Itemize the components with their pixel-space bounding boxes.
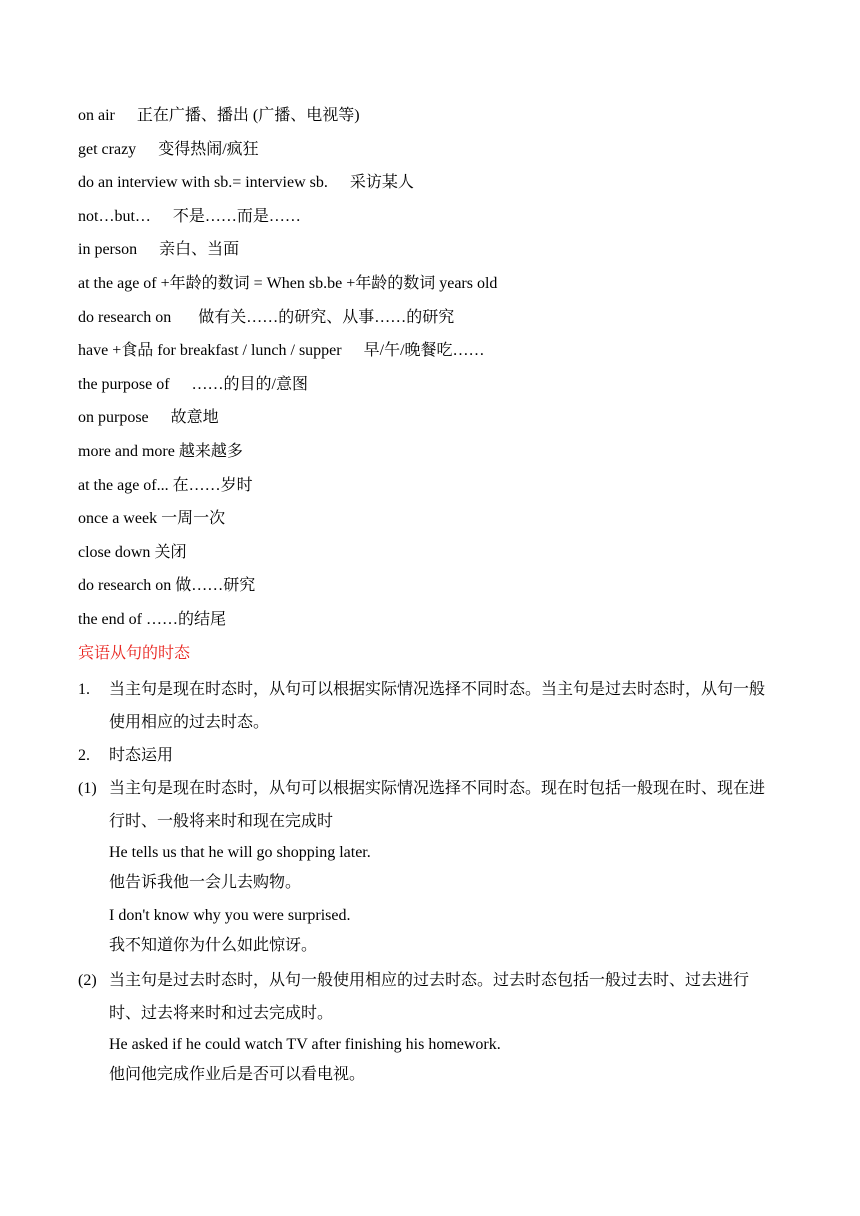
phrase-chinese: 越来越多: [178, 442, 243, 460]
phrase-english: on purpose: [78, 409, 149, 427]
item-text: 当主句是现在时态时，从句可以根据实际情况选择不同时态。当主句是过去时态时，从句一般使用相应的过去时态。: [109, 681, 766, 732]
phrase-chinese: 关闭: [154, 543, 187, 561]
phrase-item: [78, 304, 778, 338]
example-chinese: 他告诉我他一会儿去购物。: [109, 874, 302, 892]
phrase-english: do an interview with sb.= interview sb.: [78, 174, 328, 192]
item-number: (1): [78, 780, 97, 798]
example-english: I don't know why you were surprised.: [109, 907, 351, 925]
item-number: 1.: [78, 681, 90, 699]
phrase-chinese: 变得热闹/疯狂: [158, 140, 259, 158]
phrase-item: [78, 572, 778, 606]
phrase-chinese: 不是……而是……: [172, 207, 301, 225]
phrase-english: the end of: [78, 610, 142, 628]
example-chinese: 他问他完成作业后是否可以看电视。: [109, 1066, 366, 1084]
section-heading: 宾语从句的时态: [78, 644, 191, 662]
phrase-chinese: 正在广播、播出 (广播、电视等): [136, 107, 360, 124]
example-chinese: 我不知道你为什么如此惊讶。: [109, 937, 318, 955]
item-text: 时态运用: [109, 747, 174, 765]
phrase-chinese: ……的目的/意图: [191, 375, 308, 393]
item-text: 当主句是过去时态时，从句一般使用相应的过去时态。过去时态包括一般过去时、过去进行时、过去将来时和过去完成时。: [109, 972, 750, 1023]
example-english: He tells us that he will go shopping later.: [109, 844, 371, 862]
phrase-list: [78, 102, 778, 640]
document-content: [78, 102, 778, 1090]
phrase-english: do research on: [78, 577, 172, 595]
phrase-chinese: 早/午/晚餐吃……: [363, 342, 485, 360]
example-sentences: [78, 838, 778, 961]
phrase-item: [78, 539, 778, 573]
phrase-item: [78, 270, 778, 304]
phrase-english: more and more: [78, 442, 175, 460]
section-items: [78, 673, 778, 1090]
phrase-item: [78, 438, 778, 472]
phrase-chinese: ……的结尾: [145, 610, 226, 628]
phrase-chinese: 做有关……的研究、从事……的研究: [198, 308, 455, 326]
phrase-english: the purpose of: [78, 375, 170, 393]
phrase-english: at the age of +年龄的数词 = When sb.be +年龄的数词 years old: [78, 274, 498, 292]
phrase-english: on air: [78, 107, 115, 124]
phrase-item: [78, 102, 778, 136]
numbered-item: [78, 673, 778, 739]
numbered-item: [78, 739, 778, 772]
phrase-chinese: 采访某人: [349, 174, 414, 192]
phrase-item: [78, 337, 778, 371]
phrase-item: [78, 136, 778, 170]
phrase-chinese: 做……研究: [175, 577, 256, 595]
phrase-english: in person: [78, 241, 138, 259]
phrase-item: [78, 505, 778, 539]
phrase-item: [78, 169, 778, 203]
phrase-item: [78, 236, 778, 270]
phrase-english: have +食品 for breakfast / lunch / supper: [78, 342, 342, 360]
phrase-item: [78, 606, 778, 640]
phrase-chinese: 一周一次: [161, 510, 226, 528]
phrase-item: [78, 371, 778, 405]
numbered-item: [78, 964, 778, 1030]
phrase-english: do research on: [78, 308, 172, 326]
phrase-item: [78, 203, 778, 237]
phrase-chinese: 亲白、当面: [159, 241, 240, 259]
example-sentences: [78, 1030, 778, 1090]
phrase-item: [78, 404, 778, 438]
phrase-english: not…but…: [78, 207, 151, 225]
item-number: (2): [78, 972, 97, 990]
numbered-item: [78, 772, 778, 838]
phrase-english: close down: [78, 543, 151, 561]
item-text: 当主句是现在时态时，从句可以根据实际情况选择不同时态。现在时包括一般现在时、现在进行时、一般将来时和现在完成时: [109, 780, 766, 831]
phrase-chinese: 故意地: [170, 409, 219, 427]
phrase-english: get crazy: [78, 140, 137, 158]
item-number: 2.: [78, 747, 90, 765]
phrase-chinese: 在……岁时: [172, 476, 253, 494]
phrase-english: once a week: [78, 510, 158, 528]
phrase-item: [78, 472, 778, 506]
example-english: He asked if he could watch TV after finishing his homework.: [109, 1036, 501, 1054]
phrase-english: at the age of...: [78, 476, 169, 494]
